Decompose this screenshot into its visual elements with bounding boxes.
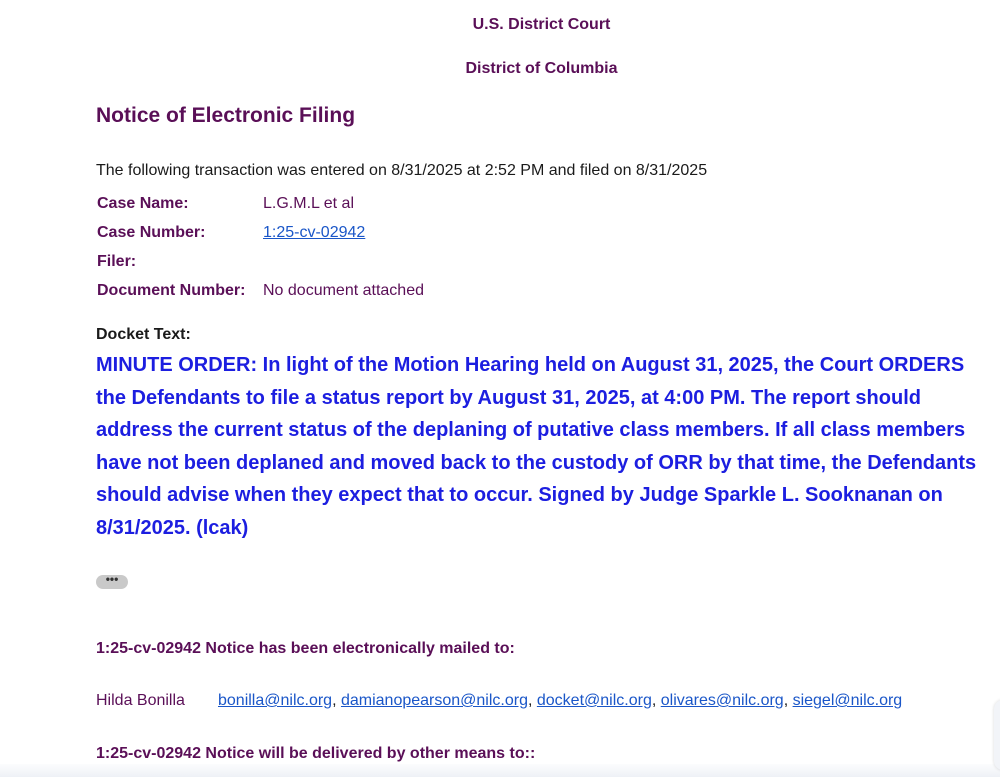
email-separator: ,	[783, 692, 793, 709]
email-link[interactable]: docket@nilc.org	[536, 692, 652, 709]
email-link[interactable]: damianopearson@nilc.org	[340, 692, 528, 709]
document-number-label: Document Number:	[97, 281, 246, 299]
case-number-label: Case Number:	[97, 223, 206, 241]
recipient-row	[96, 692, 902, 710]
document-number-row	[97, 276, 424, 305]
filer-row	[97, 247, 424, 276]
case-info-table	[97, 189, 424, 305]
email-link[interactable]: siegel@nilc.org	[792, 692, 903, 709]
email-separator: ,	[651, 692, 661, 709]
case-number-link[interactable]: 1:25-cv-02942	[263, 223, 366, 241]
show-more-button[interactable]: •••	[96, 575, 128, 589]
district-name: District of Columbia	[465, 60, 618, 77]
scroll-edge-handle[interactable]	[994, 700, 1000, 770]
email-link[interactable]: bonilla@nilc.org	[218, 692, 333, 709]
other-means-heading: 1:25-cv-02942 Notice will be delivered by other means to::	[96, 745, 536, 762]
filer-label: Filer:	[97, 252, 137, 270]
email-separator: ,	[527, 692, 537, 709]
case-name-row	[97, 189, 424, 218]
email-link[interactable]: olivares@nilc.org	[660, 692, 784, 709]
page-title: Notice of Electronic Filing	[96, 104, 356, 127]
recipient-name: Hilda Bonilla	[96, 692, 185, 709]
case-number-row	[97, 218, 424, 247]
document-number-value: No document attached	[263, 281, 424, 299]
transaction-summary: The following transaction was entered on 8/31/2025 at 2:52 PM and filed on 8/31/2025	[96, 162, 708, 179]
email-separator: ,	[332, 692, 341, 709]
bottom-fade	[0, 764, 1000, 777]
electronically-mailed-heading: 1:25-cv-02942 Notice has been electronically mailed to:	[96, 640, 515, 657]
case-name-value: L.G.M.L et al	[263, 194, 354, 212]
case-name-label: Case Name:	[97, 194, 189, 212]
docket-text-label: Docket Text:	[96, 326, 191, 343]
docket-text: MINUTE ORDER: In light of the Motion Hearing held on August 31, 2025, the Court ORDERS the Defendants to file a status report by August 31, 2025, at 4:00 PM. The report should address the current status of the deplaning of putative class members. If all class members have not been deplaned and moved back to the custody of ORR by that time, the Defendants should advise when they expect that to occur. Signed by Judge Sparkle L. Sooknanan on 8/31/2025. (lcak)	[96, 354, 977, 539]
court-name: U.S. District Court	[472, 16, 611, 33]
